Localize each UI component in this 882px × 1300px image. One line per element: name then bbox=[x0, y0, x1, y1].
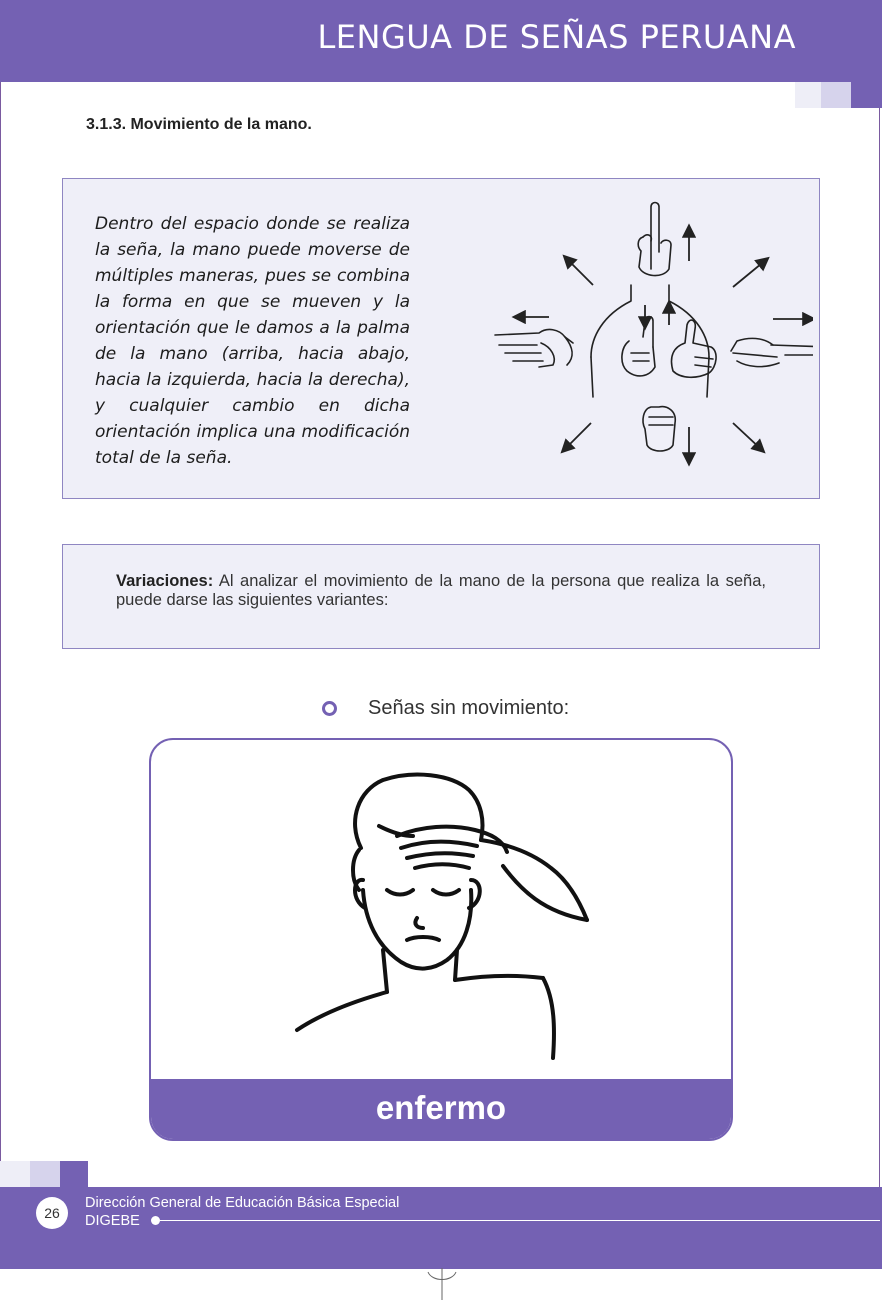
header-deco-square bbox=[821, 82, 851, 108]
circle-bullet-icon bbox=[322, 701, 337, 716]
arrow-up-left-icon bbox=[565, 257, 593, 285]
footer-deco-square bbox=[60, 1161, 88, 1187]
page-footer bbox=[0, 1187, 882, 1269]
fist-bottom-icon bbox=[643, 407, 675, 451]
hand-pointing-left-icon bbox=[495, 330, 573, 367]
footer-abbreviation: DIGEBE bbox=[85, 1213, 140, 1229]
arrow-down-right-icon bbox=[733, 423, 763, 451]
sign-word-band bbox=[151, 1079, 731, 1139]
hand-pointing-up-icon bbox=[638, 203, 671, 276]
variations-label: Variaciones: bbox=[116, 572, 214, 590]
arrow-down-left-icon bbox=[563, 423, 591, 451]
arrow-up-right-icon bbox=[733, 259, 767, 287]
section-heading: 3.1.3. Movimiento de la mano. bbox=[86, 116, 312, 133]
variations-body: Al analizar el movimiento de la mano de la persona que realiza la seña, puede darse las siguientes variantes: bbox=[116, 572, 766, 609]
hair-outline bbox=[355, 775, 482, 848]
fist-center-icon bbox=[622, 317, 655, 376]
intro-text: Dentro del espacio donde se realiza la seña, la mano puede moverse de múltiples maneras, pues se combina la forma en que se mueven y la orientación que le damos a la palma de la mano (arriba, hacia abajo, hacia la izquierda, hacia la derecha), y cualquier cambio en dicha orientación implica una modificación total de la seña. bbox=[95, 214, 410, 468]
header-deco-square bbox=[795, 82, 821, 108]
footer-organization: Dirección General de Educación Básica Especial bbox=[85, 1195, 400, 1211]
sign-word: enfermo bbox=[375, 1089, 507, 1126]
footer-rule bbox=[160, 1220, 880, 1221]
variations-box bbox=[62, 544, 820, 649]
page-header bbox=[0, 0, 882, 82]
bullet-label: Señas sin movimiento: bbox=[368, 697, 570, 719]
footer-deco-square bbox=[0, 1161, 30, 1187]
footer-dot bbox=[151, 1216, 160, 1225]
sign-card bbox=[149, 738, 733, 1141]
thumbs-up-icon bbox=[672, 320, 717, 377]
crop-mark-icon bbox=[422, 1268, 462, 1300]
header-deco-square bbox=[851, 82, 882, 108]
footer-deco-square bbox=[30, 1161, 60, 1187]
sick-person-illustration bbox=[151, 740, 730, 1082]
hand-pointing-right-icon bbox=[731, 338, 813, 366]
hand-movement-diagram bbox=[433, 197, 813, 487]
page-number: 26 bbox=[36, 1197, 68, 1229]
header-title: LENGUA DE SEÑAS PERUANA bbox=[317, 18, 796, 56]
variations-text bbox=[116, 572, 766, 610]
intro-box bbox=[62, 178, 820, 499]
